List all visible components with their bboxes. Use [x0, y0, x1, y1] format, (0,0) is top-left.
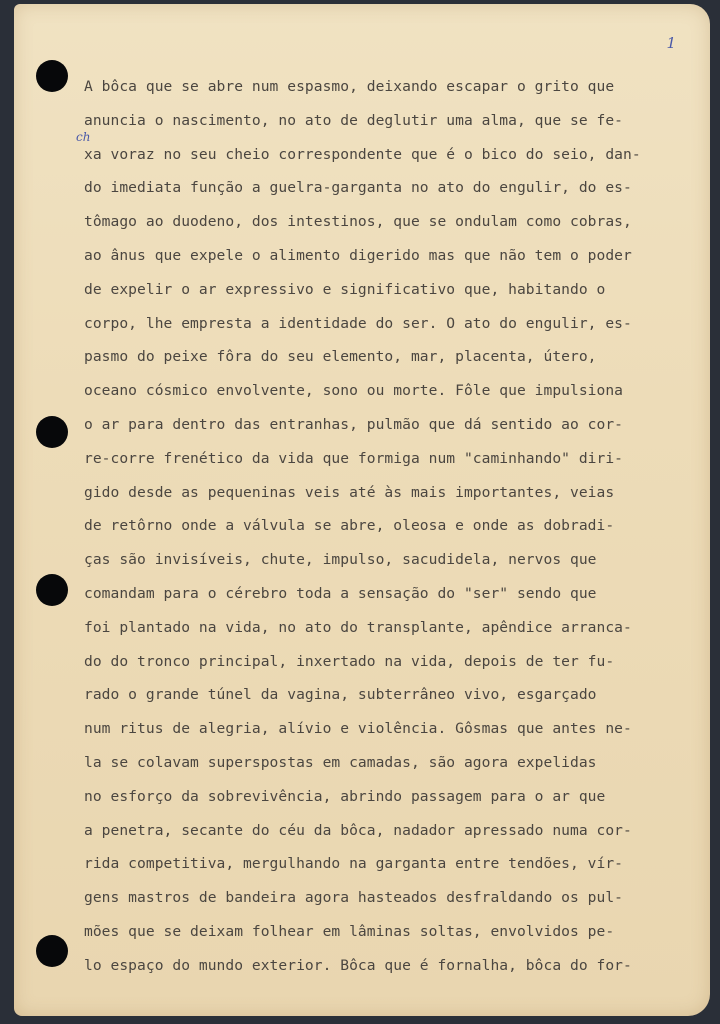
text-line: lo espaço do mundo exterior. Bôca que é fornalha, bôca do for- [84, 956, 632, 974]
text-line: anuncia o nascimento, no ato de deglutir uma alma, que se fe- [84, 111, 624, 129]
text-line: mões que se deixam folhear em lâminas soltas, envolvidos pe- [84, 922, 615, 940]
punch-hole [36, 574, 68, 606]
margin-annotation: ch [76, 130, 91, 144]
punch-hole [36, 60, 68, 92]
text-line: do imediata função a guelra-garganta no ato do engulir, do es- [84, 179, 632, 197]
text-line: comandam para o cérebro toda a sensação do "ser" sendo que [84, 584, 597, 602]
text-line: pasmo do peixe fôra do seu elemento, mar, placenta, útero, [84, 348, 597, 366]
text-line: rida competitiva, mergulhando na garganta entre tendões, vír- [84, 855, 624, 873]
text-line: num ritus de alegria, alívio e violência. Gôsmas que antes ne- [84, 720, 632, 738]
text-line: foi plantado na vida, no ato do transplante, apêndice arranca- [84, 618, 632, 636]
text-line: re-corre frenético da vida que formiga num "caminhando" diri- [84, 449, 624, 467]
text-line: do do tronco principal, inxertado na vida, depois de ter fu- [84, 652, 615, 670]
text-line: A bôca que se abre num espasmo, deixando escapar o grito que [84, 78, 615, 95]
text-line: ao ânus que expele o alimento digerido mas que não tem o poder [84, 246, 632, 264]
text-line: rado o grande túnel da vagina, subterrâneo vivo, esgarçado [84, 686, 597, 704]
text-line: no esforço da sobrevivência, abrindo passagem para o ar que [84, 787, 606, 805]
text-line: de expelir o ar expressivo e significativo que, habitando o [84, 280, 606, 298]
body-text [84, 70, 710, 983]
text-line: de retôrno onde a válvula se abre, oleosa e onde as dobradi- [84, 517, 615, 535]
text-line: o ar para dentro das entranhas, pulmão que dá sentido ao cor- [84, 415, 624, 433]
text-line: tômago ao duodeno, dos intestinos, que se ondulam como cobras, [84, 213, 632, 231]
text-line: ças são invisíveis, chute, impulso, sacudidela, nervos que [84, 551, 597, 569]
text-line: a penetra, secante do céu da bôca, nadador apressado numa cor- [84, 821, 632, 839]
text-line: xa voraz no seu cheio correspondente que é o bico do seio, dan- [84, 145, 641, 163]
text-line: gens mastros de bandeira agora hasteados desfraldando os pul- [84, 889, 624, 907]
page-number: 1 [666, 34, 676, 52]
text-line: gido desde as pequeninas veis até às mais importantes, veias [84, 483, 615, 501]
text-line: oceano cósmico envolvente, sono ou morte. Fôle que impulsiona [84, 382, 624, 400]
punch-hole [36, 416, 68, 448]
text-line: la se colavam superspostas em camadas, são agora expelidas [84, 753, 597, 771]
punch-hole [36, 935, 68, 967]
text-line: corpo, lhe empresta a identidade do ser. O ato do engulir, es- [84, 314, 632, 332]
typewritten-page [14, 4, 710, 1016]
